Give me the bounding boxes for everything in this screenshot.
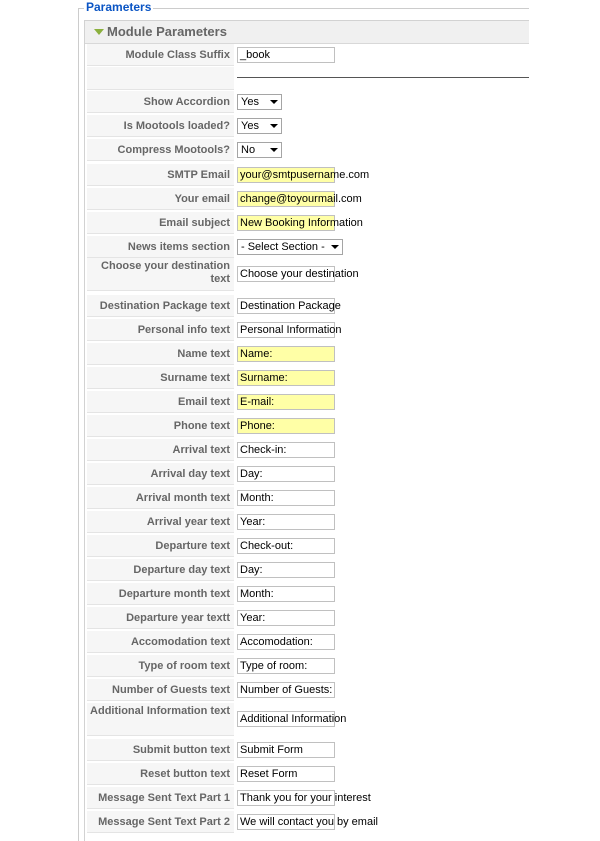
param-input[interactable]: E-mail: <box>237 394 335 410</box>
param-row <box>85 462 529 486</box>
param-row <box>85 257 529 292</box>
param-row <box>85 702 529 737</box>
param-row <box>85 810 529 834</box>
param-label: Module Class Suffix <box>87 44 234 66</box>
param-input[interactable]: Reset Form <box>237 766 335 782</box>
param-row <box>85 582 529 606</box>
param-row <box>85 606 529 630</box>
param-input[interactable]: your@smtpusername.com <box>237 167 335 183</box>
param-input[interactable]: Thank you for your interest <box>237 790 335 806</box>
chevron-down-icon[interactable] <box>267 96 280 108</box>
param-row <box>85 235 529 259</box>
param-row <box>85 390 529 414</box>
param-label: Email subject <box>87 212 234 234</box>
param-label: Arrival year text <box>87 511 234 533</box>
chevron-down-icon[interactable] <box>267 120 280 132</box>
param-row <box>85 187 529 211</box>
param-label: Departure text <box>87 535 234 557</box>
param-label: Personal info text <box>87 319 234 341</box>
param-input[interactable]: _book <box>237 47 335 63</box>
param-row <box>85 318 529 342</box>
chevron-down-icon[interactable] <box>328 241 341 253</box>
param-input[interactable]: Destination Package <box>237 298 335 314</box>
param-input[interactable]: Day: <box>237 466 335 482</box>
module-parameters-panel <box>84 20 529 841</box>
triangle-down-icon <box>94 29 104 35</box>
select-value: - Select Section - <box>241 241 325 253</box>
param-input[interactable]: Year: <box>237 610 335 626</box>
param-label: Your email <box>87 188 234 210</box>
param-input[interactable]: Check-in: <box>237 442 335 458</box>
param-row <box>85 630 529 654</box>
param-label: Departure month text <box>87 583 234 605</box>
param-label: Destination Package text <box>87 295 234 317</box>
param-row <box>85 558 529 582</box>
param-label: Type of room text <box>87 655 234 677</box>
spacer-label <box>87 67 234 90</box>
select-value: No <box>241 144 256 156</box>
param-label: Arrival month text <box>87 487 234 509</box>
param-input[interactable]: Number of Guests: <box>237 682 335 698</box>
chevron-down-icon[interactable] <box>267 144 280 156</box>
param-input[interactable]: Day: <box>237 562 335 578</box>
param-label: Message Sent Text Part 2 <box>87 811 234 833</box>
param-input[interactable]: Accomodation: <box>237 634 335 650</box>
param-row <box>85 342 529 366</box>
param-label: Show Accordion <box>87 91 234 113</box>
select-value: Yes <box>241 96 259 108</box>
param-row <box>85 786 529 810</box>
param-row <box>85 438 529 462</box>
param-label: Message Sent Text Part 1 <box>87 787 234 809</box>
param-row <box>85 211 529 235</box>
panel-header[interactable] <box>85 21 529 44</box>
param-input[interactable]: Additional Information <box>237 711 335 727</box>
param-label: Surname text <box>87 367 234 389</box>
param-input[interactable]: Surname: <box>237 370 335 386</box>
param-label: Additional Information text <box>87 703 234 736</box>
param-input[interactable]: We will contact you by email <box>237 814 335 830</box>
param-row <box>85 762 529 786</box>
param-label: Departure day text <box>87 559 234 581</box>
param-label: Name text <box>87 343 234 365</box>
param-label: Compress Mootools? <box>87 139 234 161</box>
param-select[interactable] <box>237 239 343 255</box>
param-row <box>85 534 529 558</box>
param-label: Submit button text <box>87 739 234 761</box>
param-row <box>85 510 529 534</box>
param-input[interactable]: Personal Information <box>237 322 335 338</box>
panel-title: Module Parameters <box>107 24 227 39</box>
param-row <box>85 366 529 390</box>
param-label: News items section <box>87 236 234 258</box>
param-label: SMTP Email <box>87 164 234 186</box>
param-row <box>85 486 529 510</box>
select-value: Yes <box>241 120 259 132</box>
param-row <box>85 138 529 162</box>
param-row <box>85 43 529 67</box>
param-select[interactable] <box>237 94 282 110</box>
param-row <box>85 738 529 762</box>
param-row <box>85 163 529 187</box>
param-label: Reset button text <box>87 763 234 785</box>
param-label: Arrival day text <box>87 463 234 485</box>
param-input[interactable]: Year: <box>237 514 335 530</box>
param-input[interactable]: Phone: <box>237 418 335 434</box>
param-label: Is Mootools loaded? <box>87 115 234 137</box>
param-input[interactable]: Month: <box>237 586 335 602</box>
param-row <box>85 114 529 138</box>
param-row <box>85 414 529 438</box>
param-input[interactable]: change@toyourmail.com <box>237 191 335 207</box>
param-label: Arrival text <box>87 439 234 461</box>
param-input[interactable]: New Booking Information <box>237 215 335 231</box>
param-select[interactable] <box>237 118 282 134</box>
param-row <box>85 294 529 318</box>
separator-line <box>237 77 529 78</box>
param-label: Phone text <box>87 415 234 437</box>
param-row <box>85 654 529 678</box>
param-row <box>85 678 529 702</box>
param-input[interactable]: Choose your destination <box>237 266 335 282</box>
param-input[interactable]: Type of room: <box>237 658 335 674</box>
param-label: Number of Guests text <box>87 679 234 701</box>
param-select[interactable] <box>237 142 282 158</box>
param-input[interactable]: Submit Form <box>237 742 335 758</box>
param-label: Email text <box>87 391 234 413</box>
param-input[interactable]: Month: <box>237 490 335 506</box>
param-row <box>85 90 529 114</box>
param-input[interactable]: Name: <box>237 346 335 362</box>
param-label: Accomodation text <box>87 631 234 653</box>
param-label: Departure year textt <box>87 607 234 629</box>
param-input[interactable]: Check-out: <box>237 538 335 554</box>
param-label: Choose your destination text <box>87 258 234 291</box>
parameters-legend: Parameters <box>86 0 152 14</box>
